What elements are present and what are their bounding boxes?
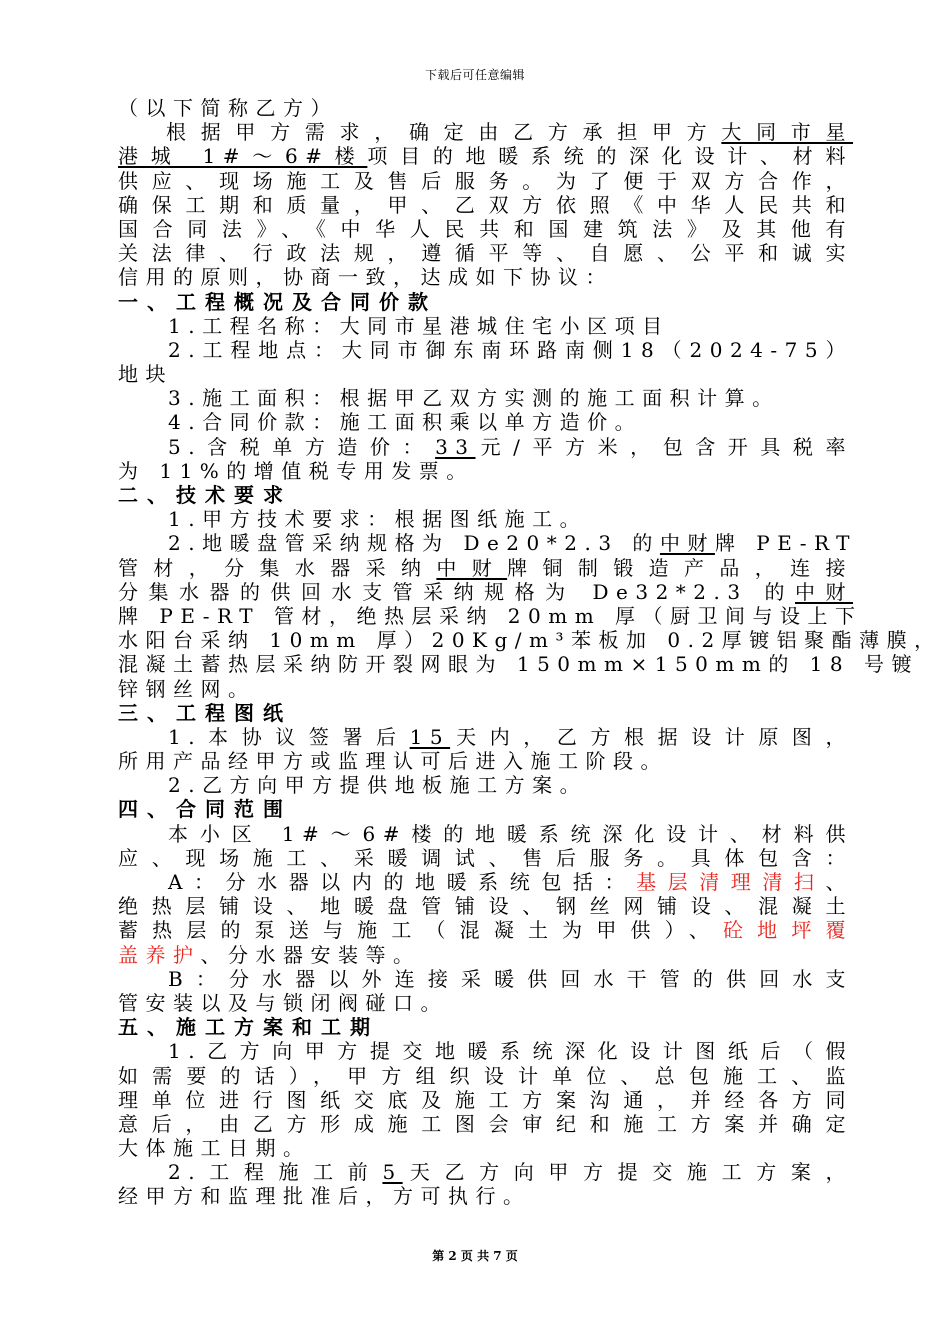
paragraph-line: A：分水器以内的地暖系统包括：基层清理清扫、 [168, 870, 854, 894]
paragraph-line: 国合同法》、《中华人民共和国建筑法》及其他有 [118, 216, 853, 241]
paragraph-line: 为 11%的增值税专用发票。 [118, 458, 474, 483]
paragraph-line: 2.乙方向甲方提供地板施工方案。 [168, 773, 588, 798]
paragraph-line: 5.含税单方造价：33元/平方米，包含开具税率 [168, 434, 853, 459]
paragraph-line: 1.甲方技术要求：根据图纸施工。 [168, 507, 588, 532]
paragraph-line: 分集水器的供回水支管采纳规格为 De32*2.3 的中财 [118, 579, 854, 604]
paragraph-line: 1.本协议签署后15天内，乙方根据设计原图， [168, 724, 853, 749]
section-heading: 四、合同范围 [118, 797, 292, 822]
paragraph-line: 管安装以及与锁闭阀碰口。 [118, 990, 448, 1015]
paragraph-line: 本小区 1#～6#楼的地暖系统深化设计、材料供 [168, 821, 853, 846]
paragraph-line: 4.合同价款：施工面积乘以单方造价。 [168, 410, 643, 435]
paragraph-line: （以下简称乙方） [118, 96, 338, 120]
paragraph-line: 确保工期和质量，甲、乙双方依照《中华人民共和 [118, 192, 853, 217]
paragraph-line: 1.乙方向甲方提交地暖系统深化设计图纸后（假 [168, 1039, 853, 1064]
paragraph-line: 供应、现场施工及售后服务。为了便于双方合作， [118, 168, 853, 193]
section-heading: 一、工程概况及合同价款 [118, 289, 437, 314]
paragraph-line: B：分水器以外连接采暖供回水干管的供回水支 [168, 966, 853, 991]
paragraph-line: 绝热层铺设、地暖盘管铺设、钢丝网铺设、混凝土 [118, 894, 853, 919]
paragraph-line: 盖养护、分水器安装等。 [118, 942, 421, 967]
paragraph-line: 2.工程施工前5天乙方向甲方提交施工方案， [168, 1160, 853, 1185]
paragraph-line: 2.地暖盘管采纳规格为 De20*2.3 的中财牌 PE-RT [168, 531, 858, 556]
document-body [118, 96, 942, 1209]
section-heading: 三、工程图纸 [118, 700, 292, 725]
paragraph-line: 1.工程名称：大同市星港城住宅小区项目 [168, 313, 670, 338]
paragraph-line: 蓄热层的泵送与施工（混凝土为甲供）、砼地坪覆 [118, 918, 854, 943]
paragraph-line: 港城 1#～6#楼项目的地暖系统的深化设计、材料 [118, 144, 854, 169]
paragraph-line: 大体施工日期。 [118, 1136, 311, 1161]
paragraph-line: 信用的原则，协商一致，达成如下协议： [118, 265, 613, 290]
paragraph-line: 锌钢丝网。 [118, 676, 256, 701]
section-heading: 二、技术要求 [118, 483, 292, 507]
paragraph-line: 水阳台采纳 10mm 厚）20Kg/m³苯板加 0.2厚镀铝聚酯薄膜， [118, 628, 942, 653]
paragraph-line: 关法律、行政法规，遵循平等、自愿、公平和诚实 [118, 241, 853, 266]
paragraph-line: 意后，由乙方形成施工图会审纪和施工方案并确定 [118, 1111, 853, 1136]
paragraph-line: 如需要的话），甲方组织设计单位、总包施工、监 [118, 1063, 853, 1088]
section-heading: 五、施工方案和工期 [118, 1015, 379, 1040]
paragraph-line: 管材，分集水器采纳中财牌铜制锻造产品，连接 [118, 555, 853, 580]
paragraph-line: 3.施工面积：根据甲乙双方实测的施工面积计算。 [168, 386, 780, 411]
paragraph-line: 理单位进行图纸交底及施工方案沟通，并经各方同 [118, 1087, 853, 1112]
paragraph-line: 牌 PE-RT 管材，绝热层采纳 20mm 厚（厨卫间与设上下 [118, 603, 863, 628]
page-footer: 第 2 页 共 7 页 [432, 1249, 518, 1263]
paragraph-line: 地块 [118, 362, 173, 387]
paragraph-line: 根据甲方需求，确定由乙方承担甲方大同市星 [166, 120, 854, 145]
paragraph-line: 2.工程地点：大同市御东南环路南侧18（2024-75） [168, 337, 853, 362]
paragraph-line: 应、现场施工、采暖调试、售后服务。具体包含： [118, 845, 853, 870]
paragraph-line: 所用产品经甲方或监理认可后进入施工阶段。 [118, 749, 668, 774]
paragraph-line: 混凝土蓄热层采纳防开裂网眼为 150mm×150mm的 18 号镀 [118, 652, 919, 677]
page-header: 下载后可任意编辑 [424, 68, 525, 82]
paragraph-line: 经甲方和监理批准后，方可执行。 [118, 1184, 531, 1209]
